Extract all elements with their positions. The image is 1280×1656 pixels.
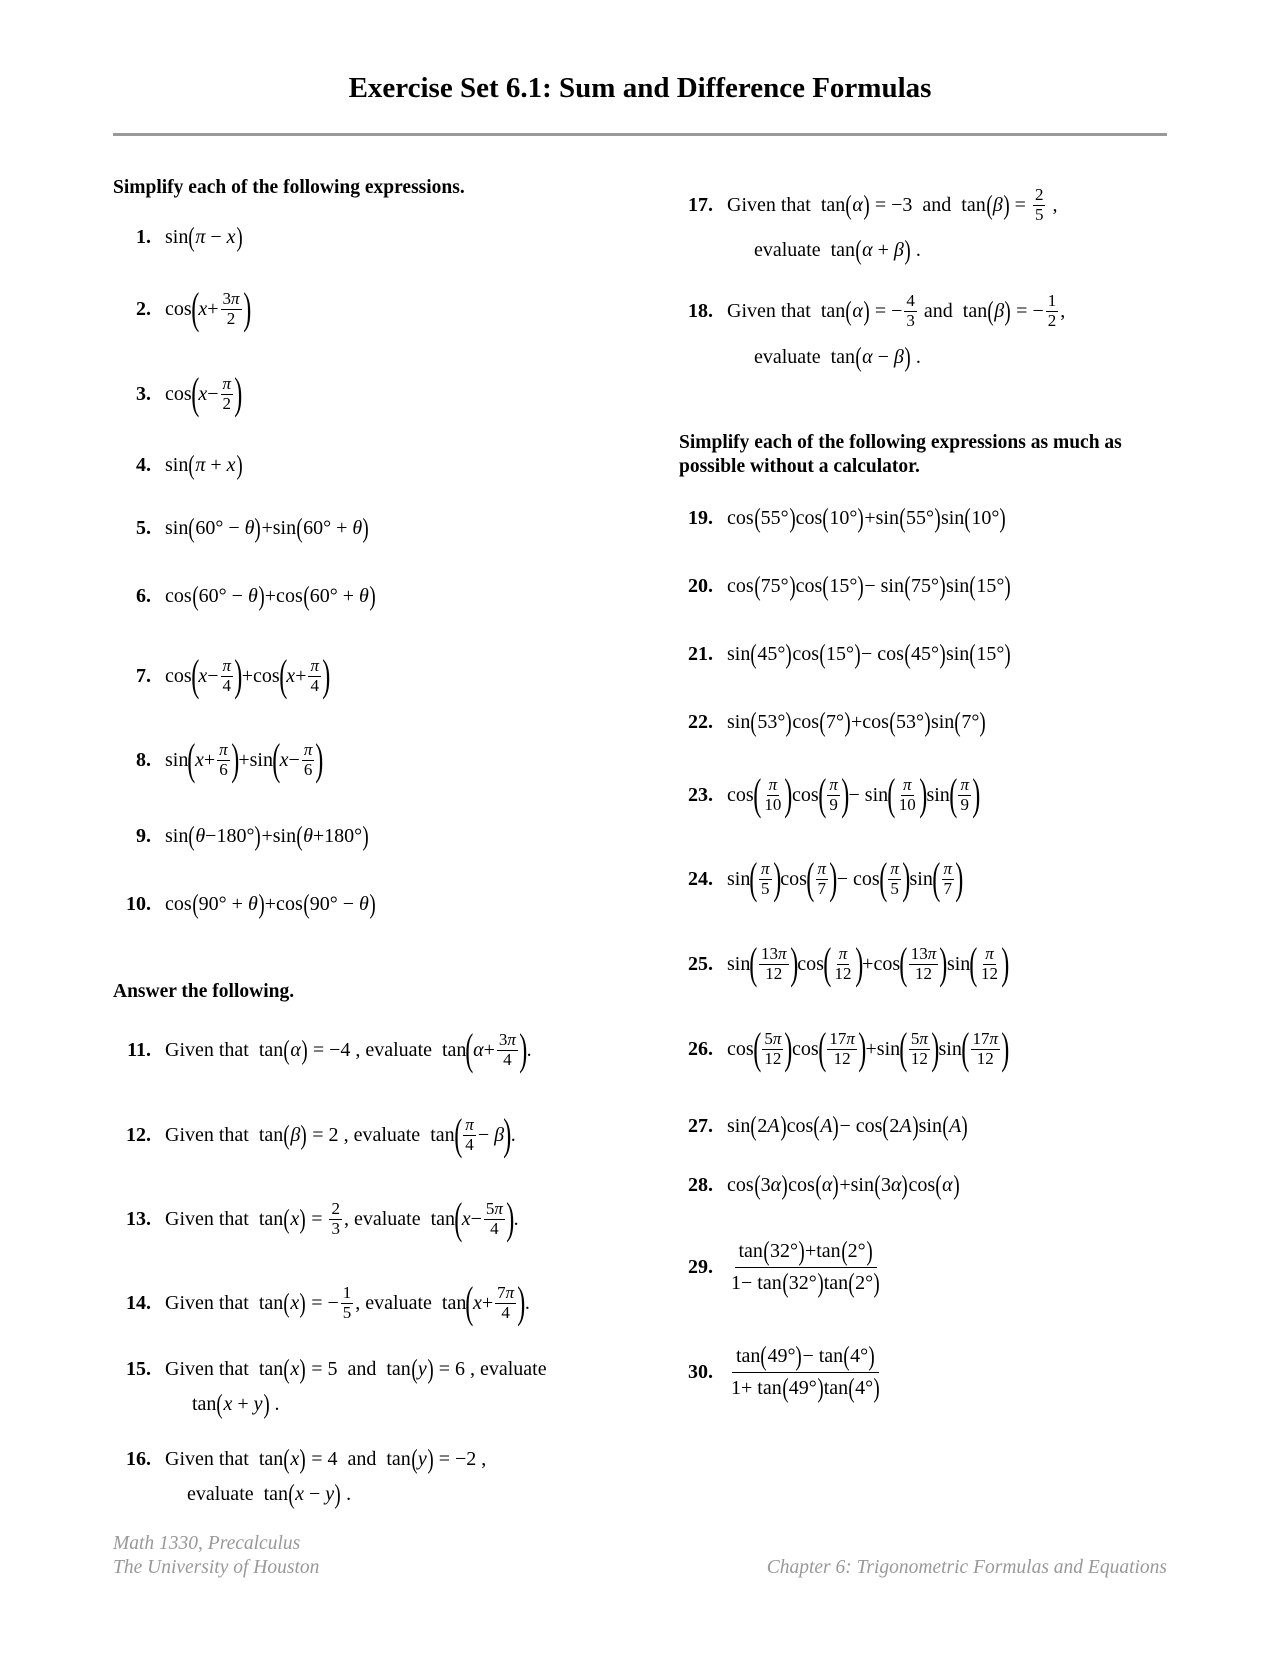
problem-number: 4. bbox=[136, 454, 151, 476]
prose: , evaluate bbox=[343, 1207, 421, 1230]
problem-number: 26. bbox=[688, 1037, 713, 1060]
expression: Given that tan ( x ) = − $\frac{1}{5}$ , evaluate tan ( x + $\frac{7\pi}{4}$ ) . bbox=[165, 1278, 530, 1327]
problem-number: 25. bbox=[688, 952, 713, 975]
problem-number: 2. bbox=[136, 297, 151, 320]
expression: evaluate tan ( α + β ) . bbox=[754, 235, 921, 265]
footer-chapter: Chapter 6: Trigonometric Formulas and Equations bbox=[766, 1557, 1167, 1578]
problem-26 bbox=[675, 1024, 1010, 1073]
problem-14 bbox=[113, 1278, 530, 1327]
expression: Given that tan ( α ) = − $\frac{4}{3}$ and tan ( β ) = − $\frac{1}{2}$ , bbox=[727, 291, 1066, 330]
problem-15-continued bbox=[192, 1391, 280, 1418]
problem-25 bbox=[675, 939, 1010, 988]
problem-11 bbox=[113, 1025, 532, 1074]
problem-18 bbox=[675, 292, 1065, 330]
problem-29 bbox=[675, 1238, 884, 1297]
expression: sin ( $\frac{13\pi}{12}$ ) cos ( $\frac{\pi}{12}$ ) +cos ( $\frac{13\pi}{12}$ ) sin ( $\frac{\pi}{12}$ ) bbox=[727, 939, 1010, 988]
footer-course-info bbox=[113, 1532, 319, 1580]
prose: , evaluate bbox=[343, 1123, 421, 1146]
expression: sin ( 53° ) cos ( 7° ) +cos ( 53° ) sin ( 7° ) bbox=[727, 707, 986, 737]
footer-course: Math 1330, Precalculus bbox=[113, 1533, 301, 1554]
prose: Given that bbox=[165, 1038, 249, 1061]
expression: cos ( 60° − θ ) +cos ( 60° + θ ) bbox=[165, 581, 376, 611]
expression: cos ( $\frac{\pi}{10}$ ) cos ( $\frac{\pi}{9}$ ) − sin ( $\frac{\pi}{10}$ ) sin ( $\frac{\pi}{9}$ ) bbox=[727, 770, 981, 819]
problem-number: 29. bbox=[688, 1256, 713, 1278]
expression: cos ( 3 α ) cos ( α ) +sin ( 3 α ) cos ( α ) bbox=[727, 1170, 960, 1200]
section-heading-simplify: Simplify each of the following expressions. bbox=[113, 177, 465, 198]
problem-9 bbox=[113, 823, 369, 850]
problem-1 bbox=[113, 224, 243, 251]
prose: Given that bbox=[165, 1448, 249, 1470]
expression: Given that tan ( α ) = −4 , evaluate tan ( α + $\frac{3\pi}{4}$ ) . bbox=[165, 1025, 532, 1074]
problem-number: 8. bbox=[136, 748, 151, 771]
problem-10 bbox=[113, 891, 376, 918]
problem-number: 27. bbox=[688, 1115, 713, 1137]
problem-20 bbox=[675, 573, 1011, 600]
problem-17-continued bbox=[754, 237, 921, 264]
problem-number: 11. bbox=[127, 1038, 151, 1061]
problem-number: 24. bbox=[688, 867, 713, 890]
expression: Given that tan ( x ) = $\frac{2}{3}$ , evaluate tan ( x − $\frac{5\pi}{4}$ ) . bbox=[165, 1194, 519, 1243]
expression: sin ( $\frac{\pi}{5}$ ) cos ( $\frac{\pi}{7}$ ) − cos ( $\frac{\pi}{5}$ ) sin ( $\frac{\pi}{7}$ ) bbox=[727, 854, 964, 903]
problem-13 bbox=[113, 1194, 519, 1243]
expression: cos ( $\frac{5\pi}{12}$ ) cos ( $\frac{17\pi}{12}$ ) +sin ( $\frac{5\pi}{12}$ ) sin ( $\frac{17\pi}{12}$ ) bbox=[727, 1024, 1010, 1073]
problem-number: 23. bbox=[688, 783, 713, 806]
prose: Given that bbox=[727, 193, 811, 216]
expression: cos ( x + $\frac{3\pi}{2}$ ) bbox=[165, 284, 251, 333]
problem-number: 7. bbox=[136, 664, 151, 687]
problem-2 bbox=[113, 284, 251, 333]
prose: Given that bbox=[165, 1123, 249, 1146]
footer-university: The University of Houston bbox=[113, 1557, 320, 1578]
prose: Given that bbox=[165, 1291, 249, 1314]
problem-16-continued bbox=[187, 1481, 351, 1508]
problem-number: 18. bbox=[688, 299, 713, 322]
problem-18-continued bbox=[754, 344, 921, 371]
problem-6 bbox=[113, 583, 376, 610]
prose: evaluate bbox=[754, 346, 821, 368]
problem-12 bbox=[113, 1110, 516, 1159]
expression: evaluate tan ( x − y ) . bbox=[187, 1479, 352, 1509]
expression: cos ( 75° ) cos ( 15° ) − sin ( 75° ) sin ( 15° ) bbox=[727, 571, 1011, 601]
problem-28 bbox=[675, 1172, 960, 1199]
page-title: Exercise Set 6.1: Sum and Difference Formulas bbox=[348, 72, 932, 104]
problem-number: 30. bbox=[688, 1361, 713, 1383]
expression: sin ( x + $\frac{\pi}{6}$ ) +sin ( x − $\frac{\pi}{6}$ ) bbox=[165, 735, 324, 784]
expression: Given that tan ( β ) = 2 , evaluate tan ( $\frac{\pi}{4}$ − β ) . bbox=[165, 1110, 516, 1159]
expression: sin ( 2 A ) cos ( A ) − cos ( 2 A ) sin ( A ) bbox=[727, 1111, 968, 1141]
problem-number: 21. bbox=[688, 643, 713, 665]
problem-number: 1. bbox=[136, 226, 151, 248]
problem-5 bbox=[113, 515, 369, 542]
expression: cos ( 90° + θ ) +cos ( 90° − θ ) bbox=[165, 889, 376, 919]
expression: cos ( 55° ) cos ( 10° ) +sin ( 55° ) sin ( 10° ) bbox=[727, 503, 1006, 533]
expression: sin ( 60° − θ ) +sin ( 60° + θ ) bbox=[165, 513, 369, 543]
prose: and bbox=[922, 193, 952, 216]
fraction-expression: tan ( 32° ) +tan ( 2° ) 1− tan ( 32° ) tan ( 2° ) bbox=[731, 1236, 880, 1298]
prose: Given that bbox=[727, 299, 811, 322]
expression: sin ( π + x ) bbox=[165, 450, 243, 480]
prose: evaluate bbox=[187, 1483, 254, 1505]
problem-number: 19. bbox=[688, 507, 713, 529]
problem-8 bbox=[113, 735, 324, 784]
prose: evaluate bbox=[479, 1358, 547, 1380]
problem-number: 13. bbox=[126, 1207, 151, 1230]
fraction-expression: tan ( 49° ) − tan ( 4° ) 1+ tan ( 49° ) tan ( 4° ) bbox=[731, 1341, 880, 1403]
expression: Given that tan ( x ) = 4 and tan ( y ) = −2 , bbox=[165, 1444, 487, 1474]
prose: , evaluate bbox=[355, 1291, 432, 1314]
problem-number: 9. bbox=[136, 825, 151, 847]
expression: sin ( 45° ) cos ( 15° ) − cos ( 45° ) sin ( 15° ) bbox=[727, 639, 1011, 669]
problem-number: 12. bbox=[126, 1123, 151, 1146]
problem-30 bbox=[675, 1343, 884, 1402]
problem-number: 17. bbox=[688, 193, 713, 216]
prose: and bbox=[347, 1358, 377, 1380]
expression: sin ( π − x ) bbox=[165, 222, 243, 252]
heading-line: possible without a calculator. bbox=[679, 456, 920, 477]
prose: and bbox=[923, 299, 953, 322]
problem-19 bbox=[675, 505, 1006, 532]
problem-number: 16. bbox=[126, 1448, 151, 1470]
problem-16 bbox=[113, 1446, 486, 1473]
problem-23 bbox=[675, 770, 981, 819]
problem-number: 20. bbox=[688, 575, 713, 597]
problem-number: 28. bbox=[688, 1174, 713, 1196]
title-divider bbox=[113, 133, 1167, 136]
problem-number: 3. bbox=[136, 382, 151, 405]
section-heading-answer: Answer the following. bbox=[113, 981, 295, 1002]
problem-number: 22. bbox=[688, 711, 713, 733]
prose: Given that bbox=[165, 1207, 249, 1230]
problem-7 bbox=[113, 651, 331, 700]
expression: Given that tan ( x ) = 5 and tan ( y ) = 6 , evaluate bbox=[165, 1354, 547, 1384]
problem-number: 14. bbox=[126, 1291, 151, 1314]
prose: Given that bbox=[165, 1358, 249, 1380]
expression: tan ( x + y ) . bbox=[192, 1389, 280, 1419]
problem-21 bbox=[675, 641, 1011, 668]
expression: cos ( x − $\frac{\pi}{2}$ ) bbox=[165, 369, 243, 418]
heading-line: Simplify each of the following expressions as much as bbox=[679, 432, 1122, 453]
expression: sin ( θ −180° ) +sin ( θ +180° ) bbox=[165, 821, 369, 851]
prose: and bbox=[347, 1448, 377, 1470]
problem-number: 15. bbox=[126, 1358, 151, 1380]
section-heading-simplify-no-calculator bbox=[679, 431, 1122, 479]
prose: evaluate bbox=[754, 239, 821, 261]
expression: Given that tan ( α ) = −3 and tan ( β ) = $\frac{2}{5}$ , bbox=[727, 185, 1058, 224]
problem-number: 5. bbox=[136, 517, 151, 539]
problem-number: 6. bbox=[136, 585, 151, 607]
problem-3 bbox=[113, 369, 243, 418]
problem-15 bbox=[113, 1356, 547, 1383]
problem-27 bbox=[675, 1113, 968, 1140]
problem-number: 10. bbox=[126, 893, 151, 915]
problem-24 bbox=[675, 854, 964, 903]
problem-22 bbox=[675, 709, 986, 736]
problem-4 bbox=[113, 452, 243, 479]
problem-17 bbox=[675, 186, 1057, 224]
expression: cos ( x − $\frac{\pi}{4}$ ) +cos ( x + $\frac{\pi}{4}$ ) bbox=[165, 651, 331, 700]
expression: evaluate tan ( α − β ) . bbox=[754, 342, 921, 372]
prose: , evaluate bbox=[355, 1038, 432, 1061]
